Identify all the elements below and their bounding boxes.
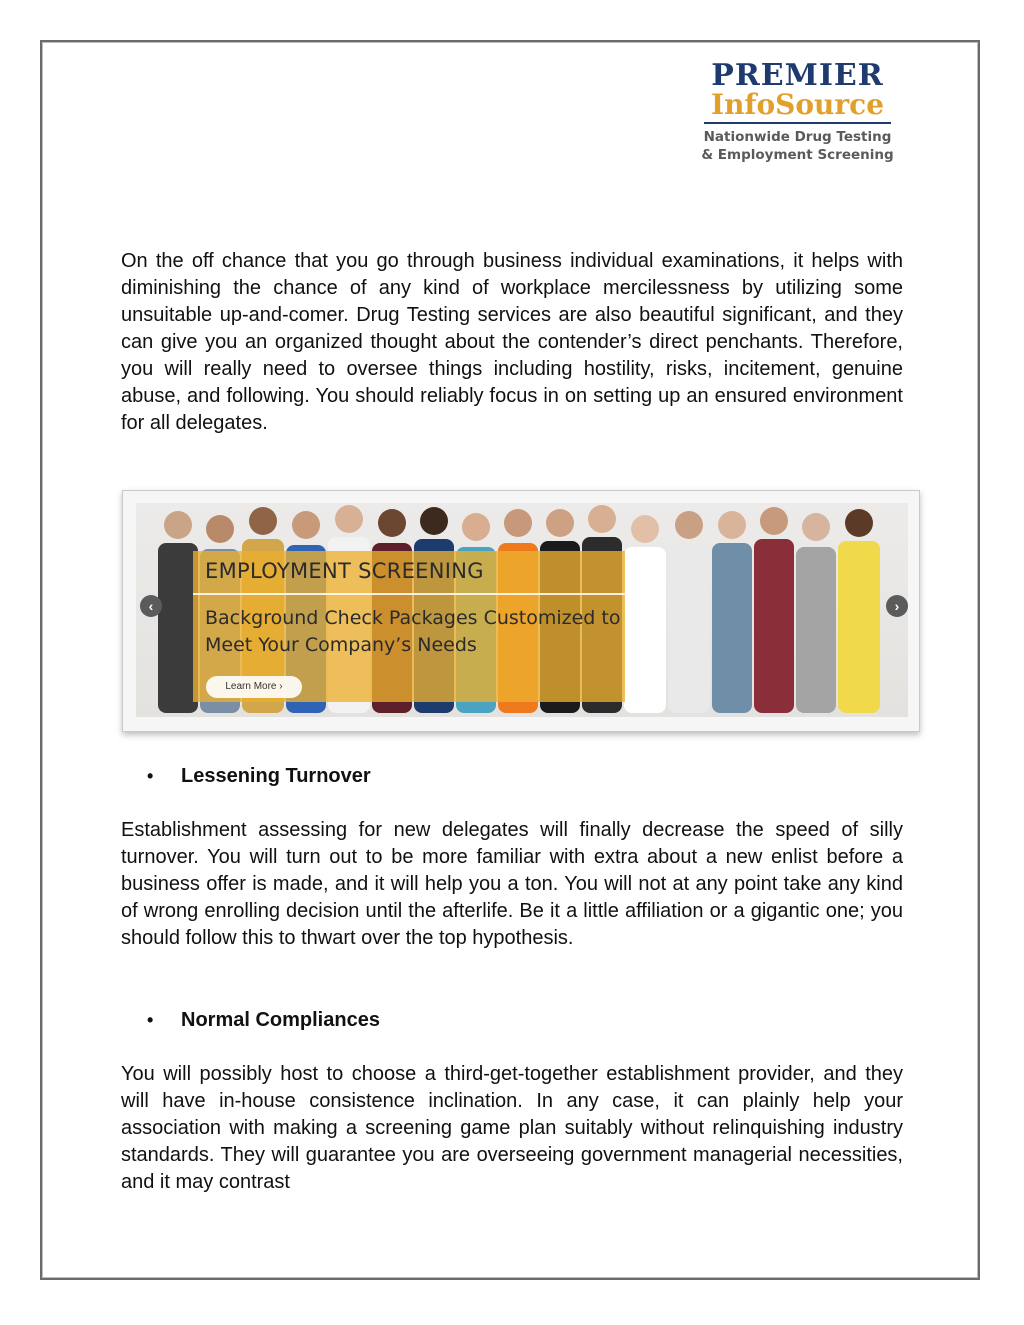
banner-subheading: Background Check Packages Customized to Meet Your Company’s Needs [205, 607, 621, 656]
section-normal-compliances [121, 1061, 903, 1196]
banner-frame [122, 490, 920, 732]
section-lessening-turnover [121, 817, 903, 952]
intro-section [121, 248, 903, 437]
banner-heading: EMPLOYMENT SCREENING [205, 559, 484, 583]
chevron-left-icon[interactable]: ‹ [140, 595, 162, 617]
section-title: Normal Compliances [181, 1009, 380, 1031]
section-heading-normal-compliances [147, 1007, 380, 1034]
employment-screening-banner [136, 503, 908, 717]
company-logo [690, 60, 905, 164]
bullet-icon: • [147, 1010, 154, 1030]
logo-infosource-text: InfoSource [710, 88, 885, 121]
section-paragraph: You will possibly host to choose a third-get-together establishment provider, and they will have in-house consistence inclination. In any case, it can plainly help your association with making a screening game plan suitably without relinquishing industry standards. They will guarantee you are overseeing government managerial necessities, and it may contrast [121, 1063, 903, 1193]
section-heading-lessening-turnover [147, 763, 371, 790]
learn-more-button[interactable] [206, 676, 302, 698]
logo-tagline-2: & Employment Screening [701, 147, 894, 163]
logo-tagline-1: Nationwide Drug Testing [703, 129, 892, 145]
banner-divider [193, 593, 625, 595]
chevron-right-small-icon: › [279, 681, 283, 692]
section-paragraph: Establishment assessing for new delegates will finally decrease the speed of silly turnover. You will turn out to be more familiar with extra about a new enlist before a business offer is made, and it will help you a ton. You will not at any point take any kind of wrong enrolling decision until the afterlife. Be it a little affiliation or a gigantic one; you should follow this to thwart over the top hypothesis. [121, 819, 903, 949]
chevron-right-icon[interactable]: › [886, 595, 908, 617]
logo-premier-text: PREMIER [711, 58, 884, 93]
learn-more-label: Learn More [225, 681, 277, 692]
bullet-icon: • [147, 766, 154, 786]
intro-paragraph: On the off chance that you go through business individual examinations, it helps with diminishing the chance of any kind of workplace mercilessness by utilizing some unsuitable up-and-comer. Drug Testing services are also beautiful significant, and they can give you an organized thought about the contender’s direct penchants. Therefore, you will really need to oversee things including hostility, risks, incitement, genuine abuse, and following. You should reliably focus in on setting up an ensured environment for all delegates. [121, 250, 903, 434]
section-title: Lessening Turnover [181, 765, 371, 787]
logo-divider [704, 122, 891, 124]
